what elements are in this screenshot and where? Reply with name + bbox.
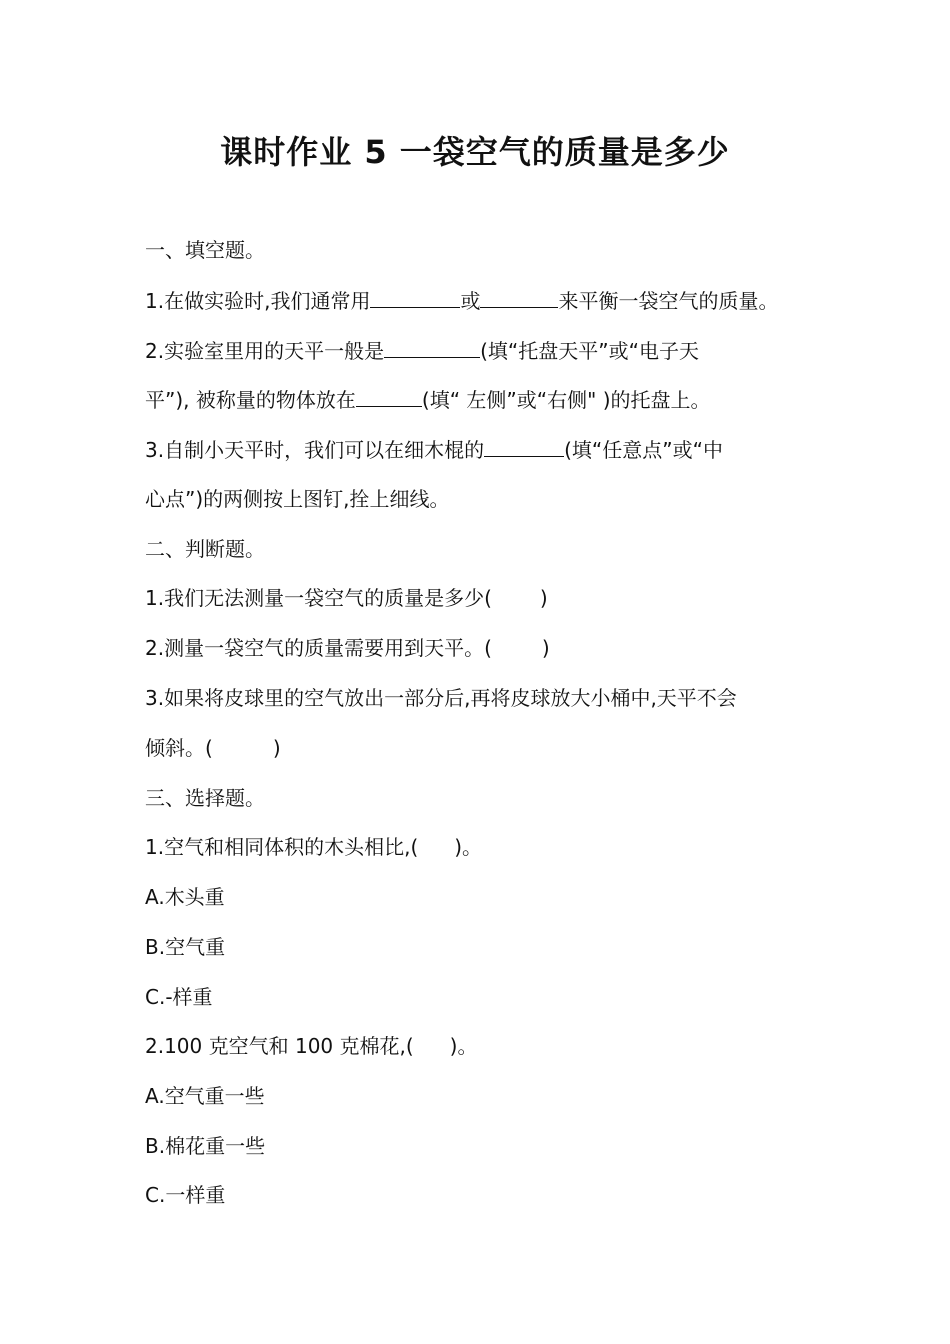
section-heading-fill: 一、填空题。 xyxy=(145,238,265,262)
fill-q1-text-b: 或 xyxy=(460,289,481,313)
choice-q2-text-b: )。 xyxy=(449,1034,478,1058)
section-heading-judge: 二、判断题。 xyxy=(145,537,265,561)
fill-q2-blank-2[interactable] xyxy=(356,384,422,407)
section-heading-choice: 三、选择题。 xyxy=(145,786,265,810)
fill-q1-text-a: 1.在做实验时,我们通常用 xyxy=(145,289,371,313)
choice-question-1 xyxy=(145,832,482,862)
judge-q2-text-b: ) xyxy=(541,636,550,660)
choice-question-2 xyxy=(145,1031,477,1061)
judge-q3-text-c: ) xyxy=(272,736,281,760)
judge-question-3-line-2 xyxy=(145,733,281,763)
fill-question-3-line-1 xyxy=(145,434,723,465)
page-title: 课时作业 5 一袋空气的质量是多少 xyxy=(220,133,730,171)
choice-q2-option-b[interactable]: B.棉花重一些 xyxy=(145,1134,266,1158)
choice-q2-option-a[interactable]: A.空气重一些 xyxy=(145,1084,265,1108)
judge-q1-text-a: 1.我们无法测量一袋空气的质量是多少( xyxy=(145,586,492,610)
fill-q2-text-c: 平”), 被称量的物体放在 xyxy=(145,388,356,412)
judge-question-2 xyxy=(145,633,550,663)
judge-q3-text-b: 倾斜。( xyxy=(145,736,213,760)
fill-question-3-line-2: 心点”)的两侧按上图钉,拴上细线。 xyxy=(145,487,450,511)
choice-q1-text-a: 1.空气和相同体积的木头相比,( xyxy=(145,835,419,859)
fill-q3-text-b: (填“任意点”或“中 xyxy=(564,438,723,462)
fill-q2-text-a: 2.实验室里用的天平一般是 xyxy=(145,339,385,363)
fill-q2-text-d: (填“ 左侧”或“右侧" )的托盘上。 xyxy=(421,388,711,412)
fill-q2-blank-1[interactable] xyxy=(384,335,480,358)
choice-q1-option-a[interactable]: A.木头重 xyxy=(145,885,225,909)
choice-q2-text-a: 2.100 克空气和 100 克棉花,( xyxy=(145,1034,414,1058)
fill-question-1 xyxy=(145,285,778,316)
fill-q1-blank-1[interactable] xyxy=(370,285,460,308)
judge-question-3-line-1: 3.如果将皮球里的空气放出一部分后,再将皮球放大小桶中,天平不会 xyxy=(145,686,737,710)
choice-q1-option-b[interactable]: B.空气重 xyxy=(145,935,226,959)
choice-q1-text-b: )。 xyxy=(454,835,483,859)
fill-q2-text-b: (填“托盘天平”或“电子天 xyxy=(480,339,699,363)
fill-question-2-line-2 xyxy=(145,384,711,415)
fill-q3-text-a: 3.自制小天平时，我们可以在细木棍的 xyxy=(145,438,485,462)
fill-q3-blank-1[interactable] xyxy=(484,434,564,457)
judge-question-1 xyxy=(145,583,548,613)
fill-q1-blank-2[interactable] xyxy=(480,285,558,308)
choice-q2-option-c[interactable]: C.一样重 xyxy=(145,1183,226,1207)
fill-q1-text-c: 来平衡一袋空气的质量。 xyxy=(558,289,779,313)
choice-q1-option-c[interactable]: C.-样重 xyxy=(145,985,213,1009)
fill-question-2-line-1 xyxy=(145,335,699,366)
judge-q2-text-a: 2.测量一袋空气的质量需要用到天平。( xyxy=(145,636,492,660)
judge-q1-text-b: ) xyxy=(539,586,548,610)
